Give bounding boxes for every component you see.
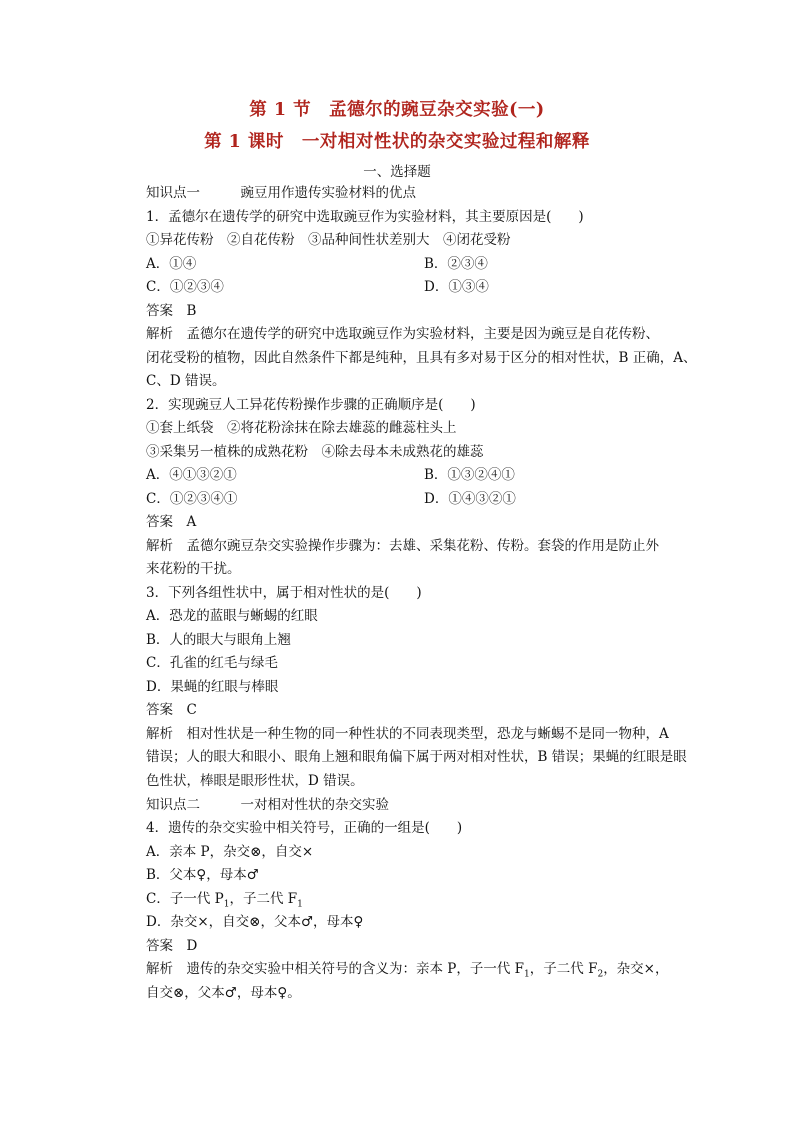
q4-option-c-text-1: C．子一代 P <box>146 891 224 907</box>
q2-answer: 答案 A <box>146 514 197 530</box>
q3-option-b: B．人的眼大与眼角上翘 <box>146 632 291 648</box>
q4-option-c-sub-2: 1 <box>297 899 303 910</box>
q2-analysis-line1: 解析 孟德尔豌豆杂交实验操作步骤为：去雄、采集花粉、传粉。套袋的作用是防止外 <box>146 538 659 554</box>
lesson-title: 第 1 课时 一对相对性状的杂交实验过程和解释 <box>204 132 590 152</box>
q2-stem: 2．实现豌豆人工异花传粉操作步骤的正确顺序是( ) <box>146 397 476 413</box>
q1-analysis-line2: 闭花受粉的植物，因此自然条件下都是纯种，且具有多对易于区分的相对性状，B 正确，A、 <box>146 350 697 366</box>
knowledge-point-2: 知识点二 一对相对性状的杂交实验 <box>146 797 389 813</box>
q3-analysis-line2: 错误；人的眼大和眼小、眼角上翘和眼角偏下属于两对相对性状，B 错误；果蝇的红眼是眼 <box>146 749 687 765</box>
q4-analysis-text-2: ，子二代 F <box>529 961 598 977</box>
q4-analysis-text-3: ，杂交×， <box>603 961 669 977</box>
q3-option-a: A．恐龙的蓝眼与蜥蜴的红眼 <box>146 608 318 624</box>
section-title: 第 1 节 孟德尔的豌豆杂交实验(一) <box>249 100 545 120</box>
q4-option-c-sub-1: 1 <box>223 899 230 910</box>
q2-analysis-line2: 来花粉的干扰。 <box>146 561 241 577</box>
q4-analysis-text-1: 解析 遗传的杂交实验中相关符号的含义为：亲本 P，子一代 F <box>146 961 525 977</box>
q1-option-c: C．①②③④ <box>146 279 224 295</box>
q1-option-a: A．①④ <box>146 256 197 272</box>
q2-option-d: D．①④③②① <box>424 491 516 507</box>
q1-analysis-line1: 解析 孟德尔在遗传学的研究中选取豌豆作为实验材料，主要是因为豌豆是自花传粉、 <box>146 326 659 342</box>
q4-analysis-line1 <box>146 960 669 984</box>
q3-answer: 答案 C <box>146 702 197 718</box>
q1-answer: 答案 B <box>146 303 197 319</box>
q2-option-a: A．④①③②① <box>146 467 237 483</box>
q1-option-d: D．①③④ <box>424 279 489 295</box>
q1-stem: 1．孟德尔在遗传学的研究中选取豌豆作为实验材料，其主要原因是( ) <box>146 209 584 225</box>
q4-option-a: A．亲本 P，杂交⊗，自交× <box>146 844 314 860</box>
q4-analysis-line2: 自交⊗，父本♂，母本♀。 <box>146 985 301 1001</box>
q3-option-d: D．果蝇的红眼与棒眼 <box>146 679 279 695</box>
q1-option-b: B．②③④ <box>424 256 488 272</box>
q4-option-d: D．杂交×，自交⊗，父本♂，母本♀ <box>146 914 364 930</box>
q3-analysis-line3: 色性状，棒眼是眼形性状，D 错误。 <box>146 773 364 789</box>
q4-option-b: B．父本♀，母本♂ <box>146 867 259 883</box>
q2-option-c: C．①②③④① <box>146 491 238 507</box>
q4-stem: 4．遗传的杂交实验中相关符号，正确的一组是( ) <box>146 820 463 836</box>
q2-items-1: ①套上纸袋 ②将花粉涂抹在除去雄蕊的雌蕊柱头上 <box>146 420 457 436</box>
q4-option-c-text-2: ，子二代 F <box>229 891 298 907</box>
q3-analysis-line1: 解析 相对性状是一种生物的同一种性状的不同表现类型，恐龙与蜥蜴不是同一物种，A <box>146 726 669 742</box>
q4-analysis-sub-2: 2 <box>597 969 604 980</box>
q1-analysis-line3: C、D 错误。 <box>146 373 226 389</box>
q3-option-c: C．孔雀的红毛与绿毛 <box>146 655 278 671</box>
q4-analysis-sub-1: 1 <box>524 969 530 980</box>
q4-answer: 答案 D <box>146 938 198 954</box>
q4-option-c <box>146 890 303 914</box>
q2-option-b: B．①③②④① <box>424 467 515 483</box>
knowledge-point-1: 知识点一 豌豆用作遗传实验材料的优点 <box>146 185 416 201</box>
q2-items-2: ③采集另一植株的成熟花粉 ④除去母本未成熟花的雄蕊 <box>146 444 484 460</box>
q1-items: ①异花传粉 ②自花传粉 ③品种间性状差别大 ④闭花受粉 <box>146 232 511 248</box>
section-heading: 一、选择题 <box>363 164 431 180</box>
q3-stem: 3．下列各组性状中，属于相对性状的是( ) <box>146 585 422 601</box>
